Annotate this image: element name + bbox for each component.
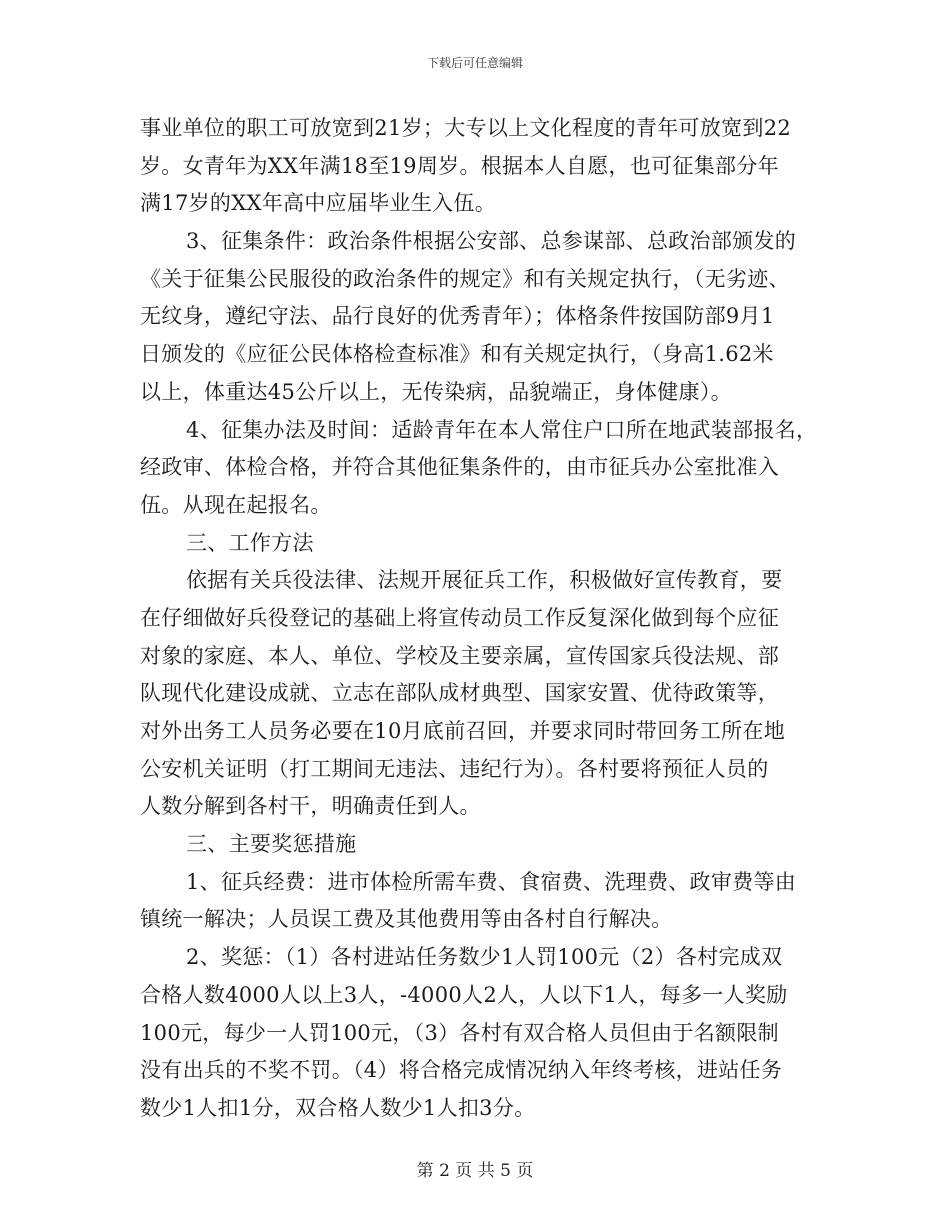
section-heading-rewards-penalties: 三、主要奖惩措施 xyxy=(186,832,357,857)
paragraph-recruitment-conditions: 3、征集条件：政治条件根据公安部、总参谋部、总政治部颁发的 xyxy=(186,229,797,254)
body-line: 以上，体重达45公斤以上，无传染病，品貌端正，身体健康）。 xyxy=(140,379,732,404)
document-body xyxy=(140,110,820,1128)
paragraph-recruitment-method: 4、征集办法及时间：适龄青年在本人常住户口所在地武装部报名， xyxy=(186,417,818,442)
body-line: 《关于征集公民服役的政治条件的规定》和有关规定执行，（无劣迹、 xyxy=(140,266,790,291)
body-line: 对象的家庭、本人、单位、学校及主要亲属，宣传国家兵役法规、部 xyxy=(140,643,779,668)
body-line: 经政审、体检合格，并符合其他征集条件的，由市征兵办公室批准入 xyxy=(140,455,779,480)
section-heading-work-method: 三、工作方法 xyxy=(186,530,314,555)
body-line: 事业单位的职工可放宽到21岁；大专以上文化程度的青年可放宽到22 xyxy=(140,116,792,140)
body-line: 在仔细做好兵役登记的基础上将宣传动员工作反复深化做到每个应征 xyxy=(140,605,779,630)
body-line: 无纹身，遵纪守法、品行良好的优秀青年）；体格条件按国防部9月1 xyxy=(140,304,775,329)
body-line: 队现代化建设成就、立志在部队成材典型、国家安置、优待政策等， xyxy=(140,681,779,706)
body-line: 公安机关证明（打工期间无违法、违纪行为）。各村要将预征人员的 xyxy=(140,756,769,781)
paragraph-rewards-penalties: 2、奖惩：（1）各村进站任务数少1人罚100元（2）各村完成双 xyxy=(186,945,783,970)
body-line: 岁。女青年为XX年满18至19周岁。根据本人自愿，也可征集部分年 xyxy=(140,153,779,178)
body-line: 伍。从现在起报名。 xyxy=(140,492,332,517)
body-line: 100元，每少一人罚100元，（3）各村有双合格人员但由于名额限制 xyxy=(140,1020,779,1045)
body-line: 合格人数4000人以上3人，-4000人2人，人以下1人，每多一人奖励 xyxy=(140,982,788,1007)
paragraph-recruitment-funds: 1、征兵经费：进市体检所需车费、食宿费、洗理费、政审费等由 xyxy=(186,869,797,894)
body-line: 对外出务工人员务必要在10月底前召回，并要求同时带回务工所在地 xyxy=(140,719,786,743)
body-line: 满17岁的XX年高中应届毕业生入伍。 xyxy=(140,191,497,216)
body-line: 数少1人扣1分，双合格人数少1人扣3分。 xyxy=(140,1095,536,1120)
body-line: 人数分解到各村干，明确责任到人。 xyxy=(140,794,481,819)
body-line: 没有出兵的不奖不罚。（4）将合格完成情况纳入年终考核，进站任务 xyxy=(140,1058,783,1083)
body-line: 镇统一解决；人员误工费及其他费用等由各村自行解决。 xyxy=(140,907,673,932)
page-header: 下载后可任意编辑 xyxy=(426,56,523,70)
body-line: 日颁发的《应征公民体格检查标准》和有关规定执行，（身高1.62米 xyxy=(140,342,774,367)
paragraph-work-method: 依据有关兵役法律、法规开展征兵工作，积极做好宣传教育，要 xyxy=(186,568,783,593)
page-number: 第 2 页 共 5 页 xyxy=(416,1161,534,1181)
